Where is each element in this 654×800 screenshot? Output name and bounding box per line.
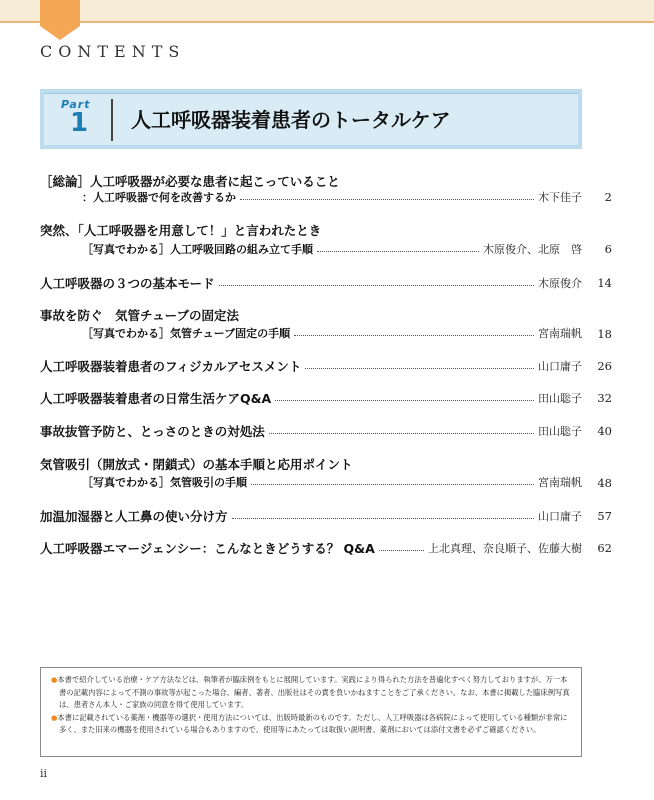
leader-dots xyxy=(317,251,479,252)
toc-entry-leader[interactable] xyxy=(82,241,582,257)
toc-entry-title: 人工呼吸器装着患者の日常生活ケアQ&A xyxy=(40,391,272,406)
toc-entry-author: 山口庸子 xyxy=(538,360,582,373)
toc-entry-title: 人工呼吸器装着患者のフィジカルアセスメント xyxy=(40,359,302,374)
toc-entry-title[interactable]: 気管吸引（開放式・閉鎖式）の基本手順と応用ポイント xyxy=(40,457,353,472)
chapter-tab-marker xyxy=(40,0,80,40)
toc-entry-author: 宮南瑞帆 xyxy=(538,476,582,489)
toc-entry-title: 人工呼吸器エマージェンシー：こんなときどうする？ Q&A xyxy=(40,541,375,556)
toc-entry-title: 事故抜管予防と、とっさのときの対処法 xyxy=(40,424,265,439)
toc-entry-author: 田山聡子 xyxy=(538,392,582,405)
part-divider xyxy=(111,99,113,141)
leader-dots xyxy=(305,368,534,369)
part-title: 人工呼吸器装着患者のトータルケア xyxy=(131,108,451,132)
toc-entry-page[interactable]: 57 xyxy=(597,509,612,523)
toc-entry-author: 宮南瑞帆 xyxy=(538,327,582,340)
toc-entry-author: 山口庸子 xyxy=(538,510,582,523)
leader-dots xyxy=(275,400,534,401)
page-folio: ii xyxy=(40,767,48,780)
toc-entry-title: 人工呼吸器の３つの基本モード xyxy=(40,276,215,291)
disclaimer-text: 本書で紹介している治療・ケア方法などは、執筆者が臨床例をもとに展開しています。実践により得られた方法を普遍化すべく努力しておりますが、万一本書の記載内容によって不測の事故等が起こった場合、編者、著者、出版社はその責を負いかねますことをご了承ください。なお、本書に掲載した臨床例写真は、患者さん本人・ご家族の同意を得て使用しています。 xyxy=(57,675,570,709)
toc-entry-leader[interactable] xyxy=(82,189,582,205)
toc-entry-leader[interactable] xyxy=(40,507,582,525)
toc-entry-title[interactable]: 突然、「人工呼吸器を用意して！」と言われたとき xyxy=(40,223,322,238)
leader-dots xyxy=(294,335,534,336)
toc-entry-page[interactable]: 48 xyxy=(597,476,612,490)
toc-entry-author: 木原俊介 xyxy=(538,277,582,290)
toc-entry-title[interactable]: ［総論］人工呼吸器が必要な患者に起こっていること xyxy=(40,174,340,189)
toc-entry-page[interactable]: 32 xyxy=(597,391,612,405)
disclaimer-item xyxy=(51,674,571,712)
toc-entry-leader[interactable] xyxy=(82,474,582,490)
disclaimer-text: 本書に記載されている薬剤・機器等の選択・使用方法については、出版時最新のものです。ただし、人工呼吸器は各病院によって使用している種類が非常に多く、また旧来の機器を使用されている場合もありますので、使用等にあたっては取扱い説明書、薬剤においては添付文書を必ずご確認ください。 xyxy=(57,712,568,734)
toc-entry-page[interactable]: 6 xyxy=(604,242,612,256)
toc-entry-author: 田山聡子 xyxy=(538,425,582,438)
toc-entry-leader[interactable] xyxy=(40,357,582,375)
toc-entry-page[interactable]: 2 xyxy=(604,190,612,204)
leader-dots xyxy=(240,199,534,200)
toc-entry-subtitle: ［写真でわかる］気管チューブ固定の手順 xyxy=(82,327,291,340)
toc-entry-author: 木下佳子 xyxy=(538,191,582,204)
toc-entry-author: 木原俊介、北原 啓 xyxy=(483,243,582,256)
disclaimer-box xyxy=(40,667,582,757)
toc-entry-leader[interactable] xyxy=(82,325,582,341)
toc-entry-leader[interactable] xyxy=(40,389,582,407)
leader-dots xyxy=(379,550,424,551)
toc-entry-title: 加温加湿器と人工鼻の使い分け方 xyxy=(40,509,228,524)
toc-entry-subtitle: ［写真でわかる］人工呼吸回路の組み立て手順 xyxy=(82,243,313,256)
toc-entry-subtitle: ：人工呼吸器で何を改善するか xyxy=(82,191,236,204)
toc-entry-page[interactable]: 18 xyxy=(597,327,612,341)
toc-entry-author: 上北真理、奈良順子、佐藤大樹 xyxy=(428,542,582,555)
part-number: 1 xyxy=(70,108,89,138)
leader-dots xyxy=(269,433,534,434)
top-rule xyxy=(0,21,654,23)
toc-entry-page[interactable]: 62 xyxy=(597,541,612,555)
toc-entry-page[interactable]: 26 xyxy=(597,359,612,373)
bullet-icon: ● xyxy=(51,675,58,684)
toc-entry-leader[interactable] xyxy=(40,274,582,292)
toc-entry-page[interactable]: 14 xyxy=(597,276,612,290)
toc-entry-subtitle: ［写真でわかる］気管吸引の手順 xyxy=(82,476,247,489)
toc-entry-leader[interactable] xyxy=(40,539,582,557)
toc-entry-page[interactable]: 40 xyxy=(597,424,612,438)
leader-dots xyxy=(251,484,534,485)
leader-dots xyxy=(219,285,534,286)
part-label: Part xyxy=(61,98,91,111)
leader-dots xyxy=(232,518,534,519)
bullet-icon: ● xyxy=(51,712,58,722)
toc-entry-title[interactable]: 事故を防ぐ 気管チューブの固定法 xyxy=(40,308,240,323)
top-band xyxy=(0,0,654,22)
disclaimer-item xyxy=(51,712,571,737)
toc-entry-leader[interactable] xyxy=(40,422,582,440)
contents-heading: CONTENTS xyxy=(40,42,186,61)
